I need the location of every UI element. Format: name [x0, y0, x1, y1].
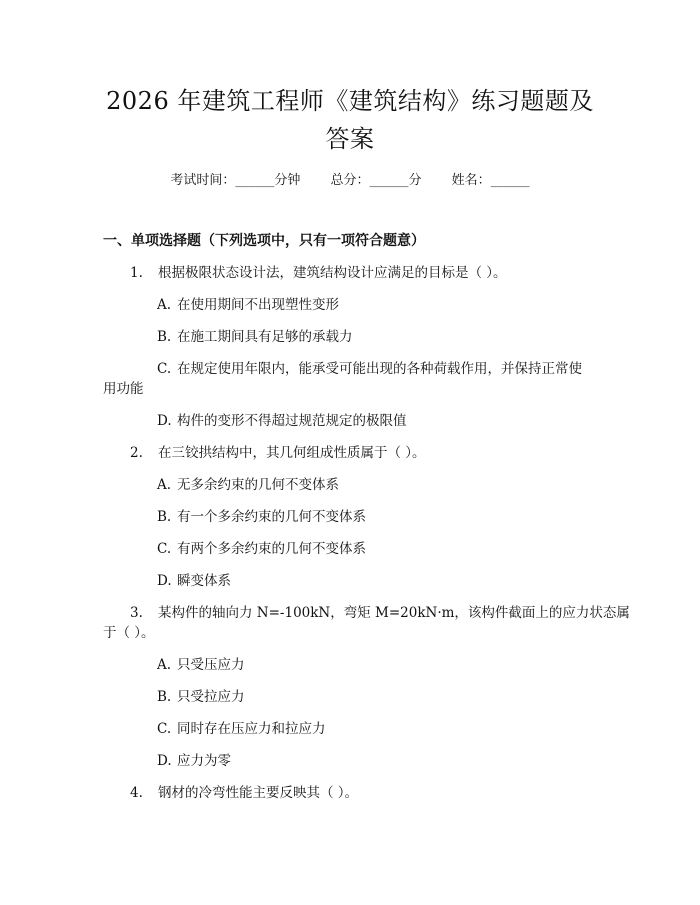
option-letter: B.	[157, 509, 172, 525]
option-text: 有一个多余约束的几何不变体系	[177, 509, 366, 525]
option-text: 应力为零	[177, 753, 231, 769]
question-number: 4.	[130, 785, 143, 801]
title-line-1: 2026 年建筑工程师《建筑结构》练习题题及	[106, 87, 594, 115]
question-stem: 在三铰拱结构中，其几何组成性质属于（ ）。	[158, 445, 426, 461]
option-text: 只受压应力	[177, 657, 245, 673]
option-letter: C.	[157, 721, 172, 737]
option-1c	[157, 357, 582, 377]
option-3a	[157, 653, 245, 673]
question-stem: 根据极限状态设计法，建筑结构设计应满足的目标是（ ）。	[158, 265, 507, 281]
question-number: 2.	[130, 445, 143, 461]
option-letter: D.	[157, 753, 172, 769]
question-3	[130, 601, 630, 621]
question-number: 1.	[130, 265, 143, 281]
question-4	[130, 781, 358, 801]
option-letter: C.	[157, 541, 172, 557]
document-title	[90, 82, 610, 158]
question-stem: 钢材的冷弯性能主要反映其（ ）。	[158, 785, 359, 801]
section-heading: 一、单项选择题（下列选项中，只有一项符合题意）	[103, 233, 425, 249]
option-1b	[157, 325, 353, 345]
total-score-field: 总分：______分	[330, 173, 422, 188]
name-field: 姓名：______	[451, 173, 530, 188]
title-line-2: 答案	[325, 125, 375, 153]
option-2d	[157, 569, 231, 589]
option-letter: A.	[157, 657, 172, 673]
question-3-continuation: 于（ ）。	[103, 625, 155, 641]
question-number: 3.	[130, 605, 143, 621]
option-letter: B.	[157, 689, 172, 705]
option-text: 只受拉应力	[177, 689, 245, 705]
option-text: 在使用期间不出现塑性变形	[177, 297, 339, 313]
option-2a	[157, 473, 339, 493]
option-2c	[157, 537, 366, 557]
option-text: 在规定使用年限内，能承受可能出现的各种荷载作用，并保持正常使	[177, 361, 582, 377]
option-letter: D.	[157, 573, 172, 589]
option-3d	[157, 749, 231, 769]
option-text: 有两个多余约束的几何不变体系	[177, 541, 366, 557]
option-letter: A.	[157, 297, 172, 313]
option-1c-continuation: 用功能	[103, 381, 144, 397]
question-2	[130, 441, 426, 461]
option-3b	[157, 685, 245, 705]
option-text: 同时存在压应力和拉应力	[177, 721, 326, 737]
option-3c	[157, 717, 326, 737]
exam-info-bar	[0, 169, 700, 188]
option-letter: C.	[157, 361, 172, 377]
option-2b	[157, 505, 366, 525]
option-letter: D.	[157, 413, 172, 429]
question-stem: 某构件的轴向力 N=-100kN，弯矩 M=20kN·m，该构件截面上的应力状态属	[158, 605, 630, 621]
option-text: 在施工期间具有足够的承载力	[177, 329, 353, 345]
option-text: 无多余约束的几何不变体系	[177, 477, 339, 493]
option-letter: B.	[157, 329, 172, 345]
exam-time-field: 考试时间：______分钟	[170, 173, 301, 188]
option-1d	[157, 409, 407, 429]
option-text: 构件的变形不得超过规范规定的极限值	[177, 413, 407, 429]
option-letter: A.	[157, 477, 172, 493]
question-1	[130, 261, 507, 281]
option-text: 瞬变体系	[177, 573, 231, 589]
option-1a	[157, 293, 339, 313]
